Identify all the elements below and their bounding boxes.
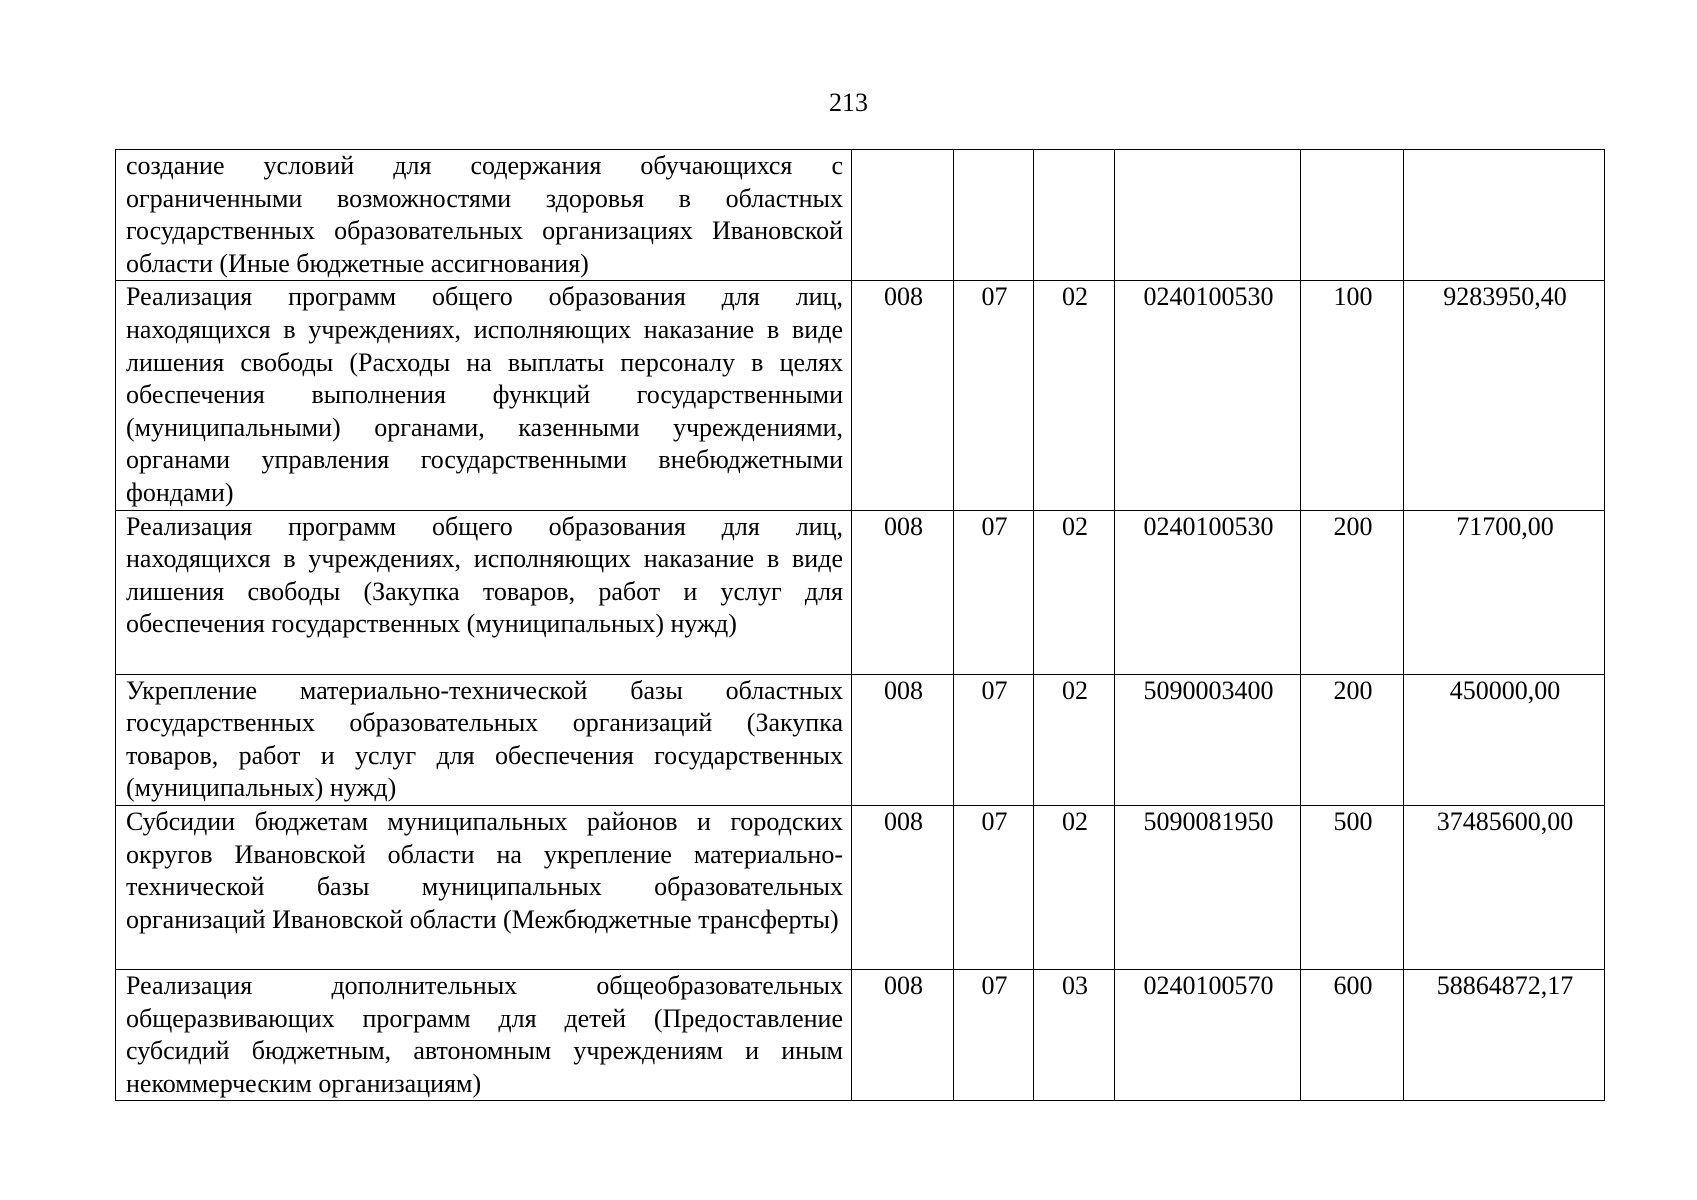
row-description: Реализация дополнительных общеобразовательных общеразвивающих программ для детей (Предоставление субсидий бюджетным, автономным учреждениям и иным некоммерческим организациям) [116,969,852,1100]
subsection-code: 02 [1034,805,1115,969]
section-code: 07 [954,969,1034,1100]
table-row [116,281,1605,510]
expense-type-code: 100 [1301,281,1404,510]
ministry-code: 008 [852,510,954,674]
subsection-code: 02 [1034,281,1115,510]
expense-type-code: 200 [1301,674,1404,805]
target-code: 0240100530 [1115,281,1301,510]
subsection-code [1034,150,1115,281]
subsection-code: 03 [1034,969,1115,1100]
expense-type-code: 200 [1301,510,1404,674]
expense-type-code: 500 [1301,805,1404,969]
subsection-code: 02 [1034,510,1115,674]
target-code: 5090081950 [1115,805,1301,969]
row-description: Реализация программ общего образования для лиц, находящихся в учреждениях, исполняющих наказание в виде лишения свободы (Закупка товаров, работ и услуг для обеспечения государственных (муниципальных) нужд) [116,510,852,674]
ministry-code: 008 [852,969,954,1100]
table-row [116,510,1605,674]
amount-value: 450000,00 [1404,674,1605,805]
budget-table [115,149,1605,1101]
ministry-code: 008 [852,281,954,510]
section-code [954,150,1034,281]
ministry-code: 008 [852,805,954,969]
amount-value: 9283950,40 [1404,281,1605,510]
row-description: Субсидии бюджетам муниципальных районов и городских округов Ивановской области на укрепление материально-технической базы муниципальных образовательных организаций Ивановской области (Межбюджетные трансферты) [116,805,852,969]
target-code: 0240100530 [1115,510,1301,674]
ministry-code [852,150,954,281]
expense-type-code [1301,150,1404,281]
amount-value [1404,150,1605,281]
table-row [116,969,1605,1100]
section-code: 07 [954,510,1034,674]
subsection-code: 02 [1034,674,1115,805]
row-description: Реализация программ общего образования для лиц, находящихся в учреждениях, исполняющих наказание в виде лишения свободы (Расходы на выплаты персоналу в целях обеспечения выполнения функций государственными (муниципальными) органами, казенными учреждениями, органами управления государственными внебюджетными фондами) [116,281,852,510]
table-row [116,805,1605,969]
amount-value: 37485600,00 [1404,805,1605,969]
section-code: 07 [954,674,1034,805]
table-row [116,674,1605,805]
expense-type-code: 600 [1301,969,1404,1100]
table-row [116,150,1605,281]
page-number: 213 [829,88,868,117]
row-description: создание условий для содержания обучающихся с ограниченными возможностями здоровья в областных государственных образовательных организациях Ивановской области (Иные бюджетные ассигнования) [116,150,852,281]
target-code [1115,150,1301,281]
section-code: 07 [954,281,1034,510]
target-code: 0240100570 [1115,969,1301,1100]
target-code: 5090003400 [1115,674,1301,805]
amount-value: 71700,00 [1404,510,1605,674]
ministry-code: 008 [852,674,954,805]
row-description: Укрепление материально-технической базы областных государственных образовательных организаций (Закупка товаров, работ и услуг для обеспечения государственных (муниципальных) нужд) [116,674,852,805]
amount-value: 58864872,17 [1404,969,1605,1100]
section-code: 07 [954,805,1034,969]
